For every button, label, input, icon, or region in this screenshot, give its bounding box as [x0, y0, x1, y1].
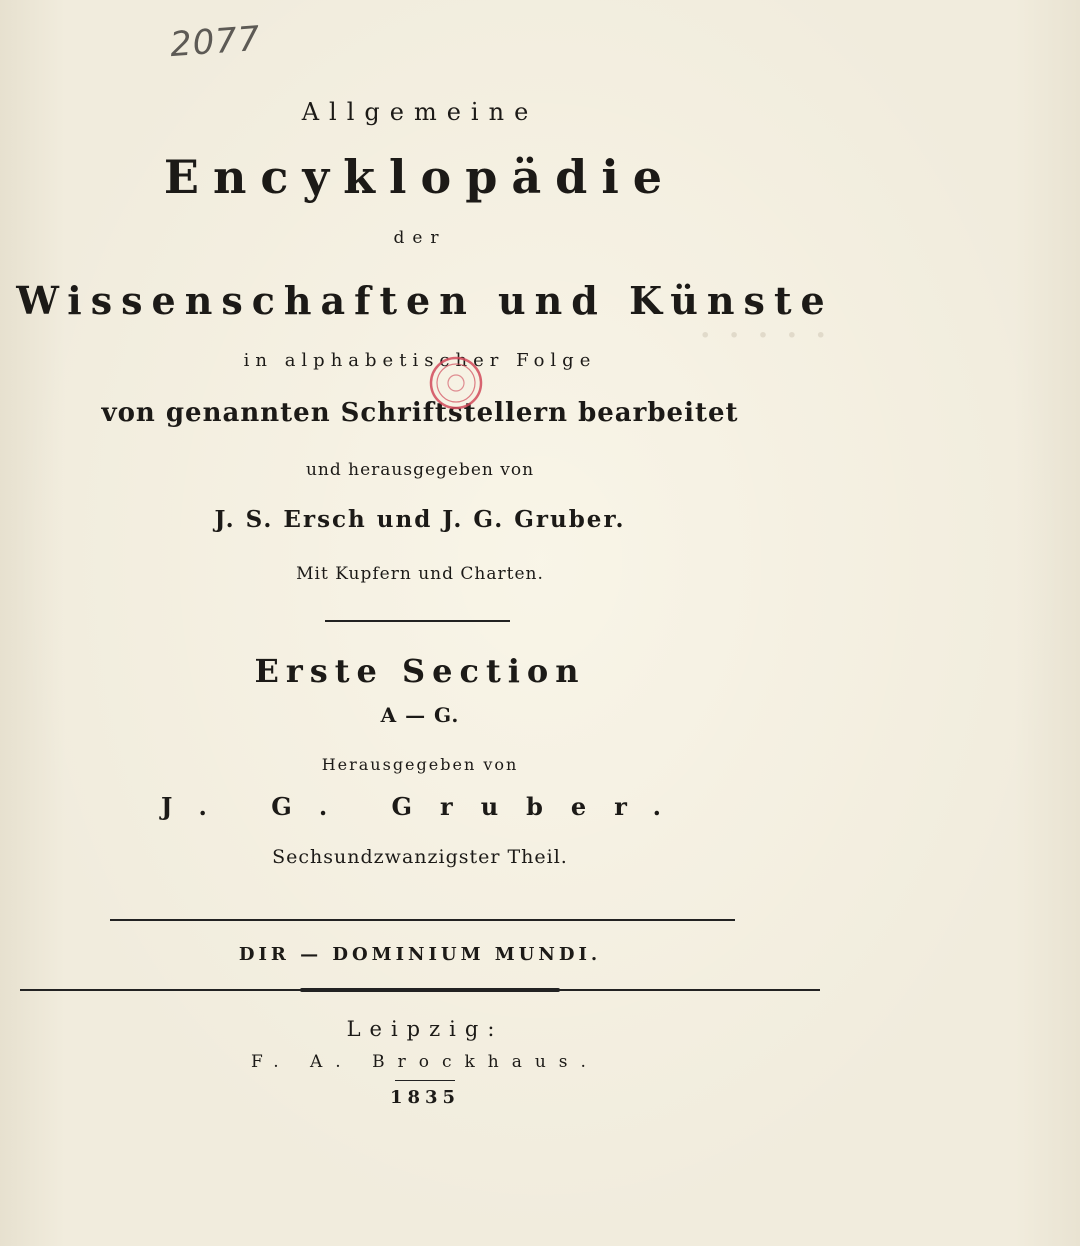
year-divider [395, 1080, 455, 1081]
volume-range: DIR — DOMINIUM MUNDI. [238, 944, 602, 965]
handwritten-shelf-number: 2077 [168, 18, 262, 66]
title-line-alphabetisch: in alphabetischer Folge [243, 350, 597, 371]
title-line-encyklopaedie: Encyklopädie [163, 150, 677, 204]
imprint-publisher: F. A. Brockhaus. [251, 1052, 599, 1072]
section-name: Erste Section [254, 652, 586, 690]
title-line-herausgegeben: und herausgegeben von [305, 460, 535, 480]
title-line-wissenschaften: Wissenschaften und Künste [16, 278, 834, 323]
title-line-allgemeine: Allgemeine [301, 98, 539, 126]
section-range: A — G. [380, 703, 460, 727]
upper-divider [110, 919, 735, 921]
title-line-illustrations: Mit Kupfern und Charten. [296, 564, 544, 584]
library-stamp-icon [428, 355, 484, 411]
title-line-schriftstellern: von genannten Schriftstellern bearbeitet [101, 398, 739, 428]
short-divider [325, 620, 510, 622]
section-editor-intro: Herausgegeben von [321, 755, 519, 774]
bleed-through-decoration: · · · · · [700, 318, 830, 353]
section-part: Sechsundzwanzigster Theil. [272, 846, 568, 868]
title-line-editors: J. S. Ersch und J. G. Gruber. [214, 506, 626, 533]
lower-divider-thick [300, 988, 560, 992]
title-line-der: der [393, 228, 447, 248]
section-editor: J. G. Gruber. [161, 792, 689, 821]
imprint-year: 1835 [389, 1087, 461, 1108]
imprint-city: Leipzig: [346, 1017, 504, 1041]
